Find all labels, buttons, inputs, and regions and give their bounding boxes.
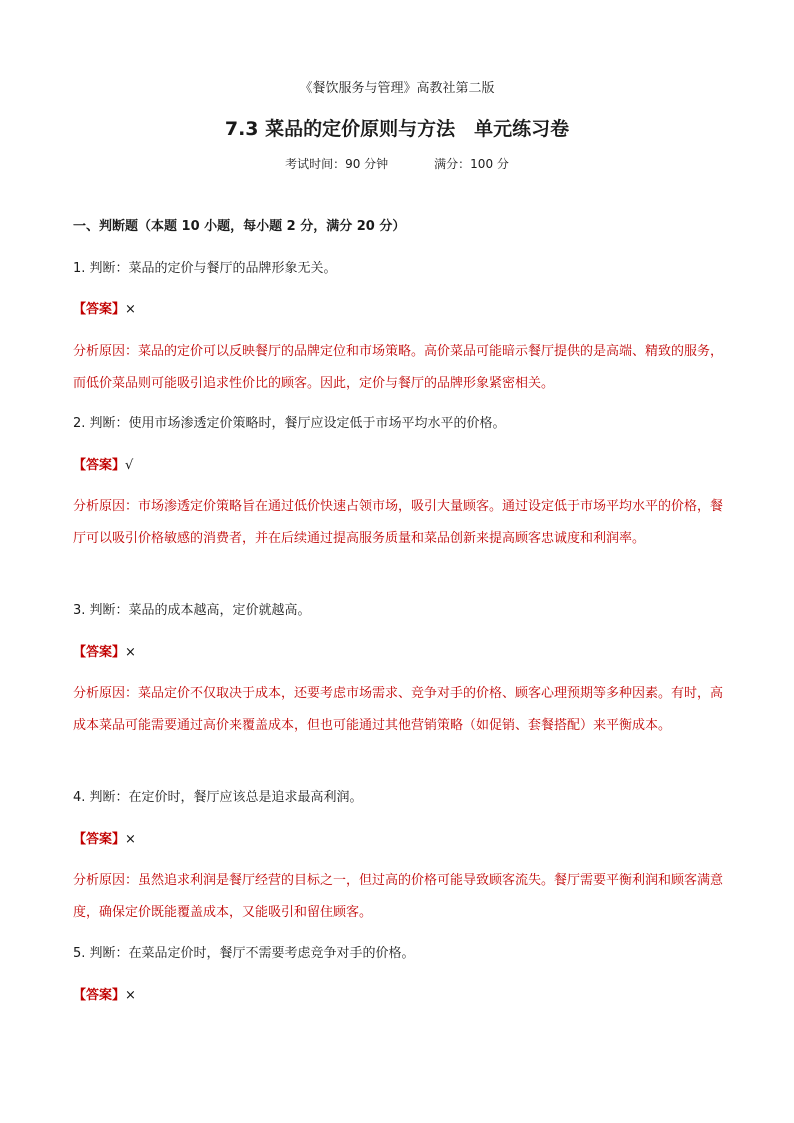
- answer-4: [73, 831, 723, 849]
- answer-tag: 【答案】: [73, 645, 126, 660]
- answer-1: [73, 301, 723, 319]
- answer-value: √: [125, 458, 134, 473]
- analysis-2: 分析原因：市场渗透定价策略旨在通过低价快速占领市场，吸引大量顾客。通过设定低于市场平均水平的价格，餐厅可以吸引价格敏感的消费者，并在后续通过提高服务质量和菜品创新来提高顾客忠诚度和利润率。: [73, 499, 724, 546]
- section-heading: 一、判断题（本题 10 小题，每小题 2 分，满分 20 分）: [73, 219, 406, 234]
- question-3: 3. 判断：菜品的成本越高，定价就越高。: [73, 603, 311, 618]
- answer-tag: 【答案】: [73, 458, 126, 473]
- page-title: 7.3 菜品的定价原则与方法 单元练习卷: [224, 118, 570, 140]
- analysis-3: 分析原因：菜品定价不仅取决于成本，还要考虑市场需求、竞争对手的价格、顾客心理预期等多种因素。有时，高成本菜品可能需要通过高价来覆盖成本，但也可能通过其他营销策略（如促销、套餐搭配）来平衡成本。: [73, 686, 724, 733]
- answer-tag: 【答案】: [73, 988, 126, 1003]
- analysis-1: 分析原因：菜品的定价可以反映餐厅的品牌定位和市场策略。高价菜品可能暗示餐厅提供的是高端、精致的服务，而低价菜品则可能吸引追求性价比的顾客。因此，定价与餐厅的品牌形象紧密相关。: [73, 344, 724, 391]
- question-5: 5. 判断：在菜品定价时，餐厅不需要考虑竞争对手的价格。: [73, 946, 415, 961]
- answer-3: [73, 644, 723, 662]
- exam-time: 考试时间：90 分钟: [285, 157, 389, 171]
- answer-value: ×: [125, 988, 136, 1003]
- answer-5: [73, 987, 723, 1005]
- analysis-4: 分析原因：虽然追求利润是餐厅经营的目标之一，但过高的价格可能导致顾客流失。餐厅需要平衡利润和顾客满意度，确保定价既能覆盖成本，又能吸引和留住顾客。: [73, 873, 724, 920]
- answer-value: ×: [125, 832, 136, 847]
- answer-tag: 【答案】: [73, 832, 126, 847]
- full-score: 满分：100 分: [434, 157, 509, 171]
- answer-tag: 【答案】: [73, 302, 126, 317]
- answer-value: ×: [125, 302, 136, 317]
- question-4: 4. 判断：在定价时，餐厅应该总是追求最高利润。: [73, 790, 363, 805]
- book-title: 《餐饮服务与管理》高教社第二版: [299, 81, 495, 96]
- answer-2: [73, 457, 723, 475]
- answer-value: ×: [125, 645, 136, 660]
- exam-meta: [0, 155, 794, 173]
- question-2: 2. 判断：使用市场渗透定价策略时，餐厅应设定低于市场平均水平的价格。: [73, 416, 506, 431]
- question-1: 1. 判断：菜品的定价与餐厅的品牌形象无关。: [73, 261, 337, 276]
